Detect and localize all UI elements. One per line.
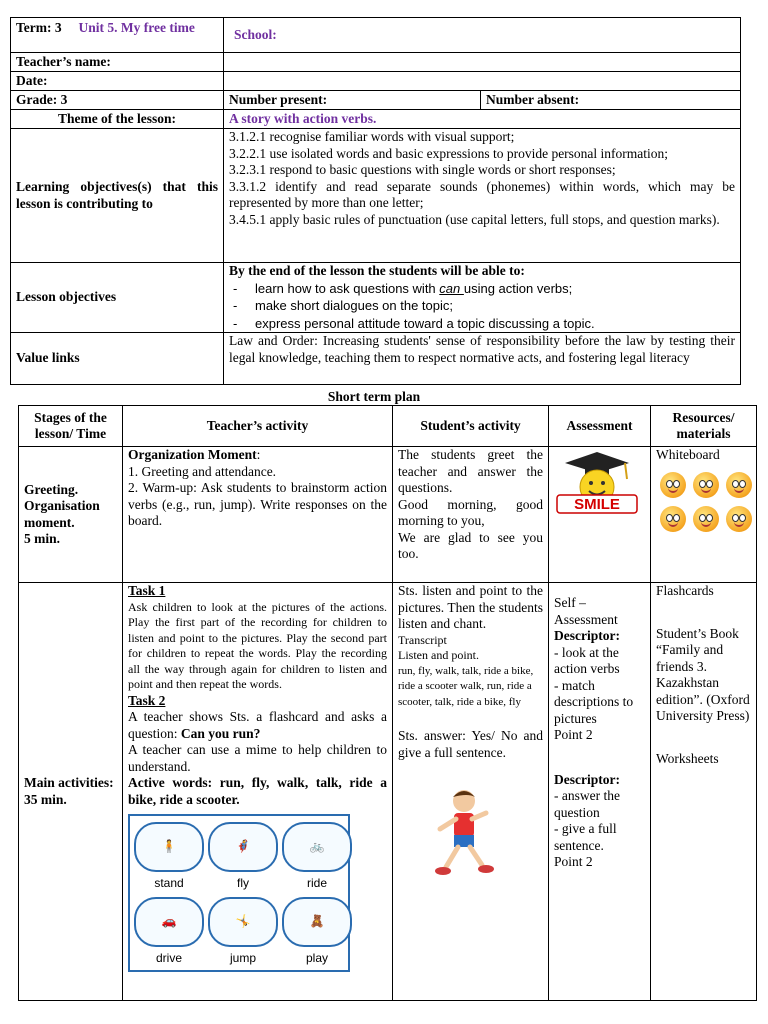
teacher-name-value — [224, 53, 741, 72]
transcript-text: run, fly, walk, talk, ride a bike, ride a scooter walk, run, ride a scooter, talk, ride a bike, fly — [398, 664, 534, 708]
student-task2-text: Sts. answer: Yes/ No and give a full sentence. — [398, 728, 543, 760]
verb-card — [134, 895, 204, 966]
lesson-objective-item — [229, 280, 735, 298]
emotion-faces — [660, 472, 751, 532]
greeting-teacher-cell: Organization Moment: 1. Greeting and attendance. 2. Warm-up: Ask students to brainstorm action verbs (e.g., run, jump). Write responses on the board. — [123, 447, 393, 583]
lesson-objectives-intro: By the end of the lesson the students will be able to: — [229, 263, 525, 278]
task2-title: Task 2 — [128, 692, 166, 708]
smile-graduation-icon — [551, 449, 643, 517]
learning-objective: 3.1.2.1 recognise familiar words with visual support; — [229, 129, 515, 144]
theme-value: A story with action verbs. — [224, 110, 741, 129]
column-header: Stages of the lesson/ Time — [19, 406, 123, 447]
org-moment-title: Organization Moment — [128, 447, 257, 462]
term-label: Term: 3 — [16, 20, 62, 35]
greeting-student-cell — [393, 447, 549, 583]
shocked-face-icon — [726, 506, 752, 532]
theme-label: Theme of the lesson: — [11, 110, 224, 129]
greeting-teacher-line: 1. Greeting and attendance. — [128, 463, 277, 479]
short-term-plan-table — [18, 405, 757, 1001]
greeting-stage: Greeting. Organisation moment. — [24, 481, 100, 530]
verb-card — [208, 895, 278, 966]
jump-picture-icon: 🤸 — [208, 897, 278, 947]
transcript-sub: Listen and point. — [398, 648, 479, 662]
learning-objective: 3.2.3.1 respond to basic questions with single words or short responses; — [229, 162, 616, 177]
verb-card — [282, 820, 352, 891]
learning-objective: 3.2.2.1 use isolated words and basic expressions to provide personal information; — [229, 145, 669, 161]
ride-picture-icon: 🚲 — [282, 822, 352, 872]
smile-badge-text: SMILE — [574, 496, 620, 513]
verb-label: stand — [154, 875, 184, 890]
angry-face-icon — [660, 506, 686, 532]
action-verbs-picture — [128, 814, 350, 972]
task2-question: Can you run? — [180, 725, 261, 741]
column-header: Teacher’s activity — [123, 406, 393, 447]
descriptor-item: - match descriptions to pictures — [554, 677, 634, 726]
descriptor-point: Point 2 — [554, 854, 593, 869]
plan-header-row — [19, 406, 757, 447]
main-time: 35 min. — [24, 791, 67, 807]
verb-card — [134, 820, 204, 891]
learning-objectives-list — [224, 129, 741, 263]
descriptor-label: Descriptor: — [554, 628, 620, 643]
objective-text: using action verbs; — [463, 280, 573, 296]
term-cell — [11, 18, 224, 53]
main-resources-cell — [651, 583, 757, 1001]
lesson-objective-item: - express personal attitude toward a topic discussing a topic. — [229, 315, 735, 333]
number-present-label: Number present: — [224, 91, 481, 110]
greeting-stage-cell — [19, 447, 123, 583]
verb-card — [208, 820, 278, 891]
task1-title: Task 1 — [128, 583, 166, 598]
value-links-text: Law and Order: Increasing students' sense of responsibility before the law by testing their legal knowledge, teaching them to respect normative acts, and fostering legal literacy — [224, 333, 741, 385]
descriptor-item: - look at the action verbs — [554, 644, 620, 676]
student-task1-text: Sts. listen and point to the pictures. Then the students listen and chant. — [398, 583, 543, 631]
greeting-assessment-cell — [549, 447, 651, 583]
task2-mime-text: A teacher can use a mime to help children to understand. — [128, 742, 387, 774]
transcript-label: Transcript — [398, 632, 447, 647]
stand-picture-icon: 🧍 — [134, 822, 204, 872]
resource-whiteboard: Whiteboard — [656, 447, 720, 462]
unit-title: Unit 5. My free time — [78, 20, 195, 35]
greeting-student-line: We are glad to see you too. — [398, 529, 543, 561]
greeting-resources-cell — [651, 447, 757, 583]
main-stage-cell — [19, 583, 123, 1001]
descriptor-label: Descriptor: — [554, 771, 620, 787]
verb-label: play — [305, 950, 328, 965]
main-stage: Main activities: — [24, 775, 114, 790]
greeting-row — [19, 447, 757, 583]
descriptor-point: Point 2 — [554, 727, 593, 742]
column-header: Resources/ materials — [651, 406, 757, 447]
learning-objective: 3.3.1.2 identify and read separate sounds (phonemes) within words, which may be represented by more than one letter; — [229, 178, 736, 210]
play-picture-icon: 🧸 — [282, 897, 352, 947]
number-absent-label: Number absent: — [481, 91, 741, 110]
lesson-objectives-label: Lesson objectives — [11, 263, 224, 333]
active-words: Active words: run, fly, walk, talk, ride a bike, ride a scooter. — [128, 775, 387, 807]
running-boy-icon — [428, 787, 498, 883]
happy-face-icon — [660, 472, 686, 498]
greeting-time: 5 min. — [24, 531, 61, 546]
date-value — [224, 72, 741, 91]
lesson-info-table — [10, 17, 741, 385]
school-cell — [224, 18, 741, 53]
verb-label: jump — [229, 950, 256, 965]
date-label: Date: — [11, 72, 224, 91]
surprised-face-icon — [693, 472, 719, 498]
main-student-cell — [393, 583, 549, 1001]
learning-objective: 3.4.5.1 apply basic rules of punctuation (use capital letters, full stops, and question marks). — [229, 211, 720, 227]
verb-label: fly — [237, 875, 249, 890]
value-links-label: Value links — [11, 333, 224, 385]
main-teacher-cell — [123, 583, 393, 1001]
short-term-plan-title: Short term plan — [327, 389, 421, 404]
fly-picture-icon: 🦸 — [208, 822, 278, 872]
verb-label: ride — [306, 875, 327, 890]
teacher-name-label: Teacher’s name: — [11, 53, 224, 72]
lesson-objectives-list — [229, 280, 735, 333]
resource-students-book: Student’s Book “Family and friends 3. Kazakhstan edition”. (Oxford University Press) — [656, 625, 750, 723]
self-assessment-label: Self – Assessment — [554, 595, 618, 627]
column-header: Assessment — [549, 406, 651, 447]
wink-face-icon — [693, 506, 719, 532]
greeting-teacher-line: 2. Warm-up: Ask students to brainstorm action verbs (e.g., run, jump). Write responses on the board. — [128, 480, 387, 528]
objective-text: learn how to ask questions with — [255, 280, 440, 296]
task1-text: Ask children to look at the pictures of the actions. Play the first part of the recording for children to listen and point to the pictures. Play the second part for children to repeat the words. Play the recording all the way through again for children to listen and point and then repeat the words. — [128, 599, 387, 691]
greeting-student-line: Good morning, good morning to you, — [398, 496, 543, 528]
drive-picture-icon: 🚗 — [134, 897, 204, 947]
verb-card — [282, 895, 352, 966]
lesson-objectives-cell — [224, 263, 741, 333]
descriptor-item: - give a full sentence. — [554, 821, 617, 853]
greeting-student-line: The students greet the teacher and answer the questions. — [398, 447, 543, 495]
resource-flashcards: Flashcards — [656, 583, 714, 598]
school-label: School: — [234, 26, 277, 42]
sad-face-icon — [726, 472, 752, 498]
lesson-objective-item: - make short dialogues on the topic; — [229, 297, 735, 315]
resource-worksheets: Worksheets — [656, 750, 719, 766]
descriptor-item: - answer the question — [554, 788, 620, 820]
grade-label: Grade: 3 — [11, 91, 224, 110]
main-assessment-cell — [549, 583, 651, 1001]
verb-label: drive — [155, 950, 182, 965]
task2-text: A teacher shows Sts. a flashcard and asks a question: — [128, 709, 387, 741]
column-header: Student’s activity — [393, 406, 549, 447]
main-activities-row — [19, 583, 757, 1001]
learning-objectives-label: Learning objectives(s) that this lesson is contributing to — [11, 129, 224, 263]
objective-keyword: can — [439, 280, 464, 296]
